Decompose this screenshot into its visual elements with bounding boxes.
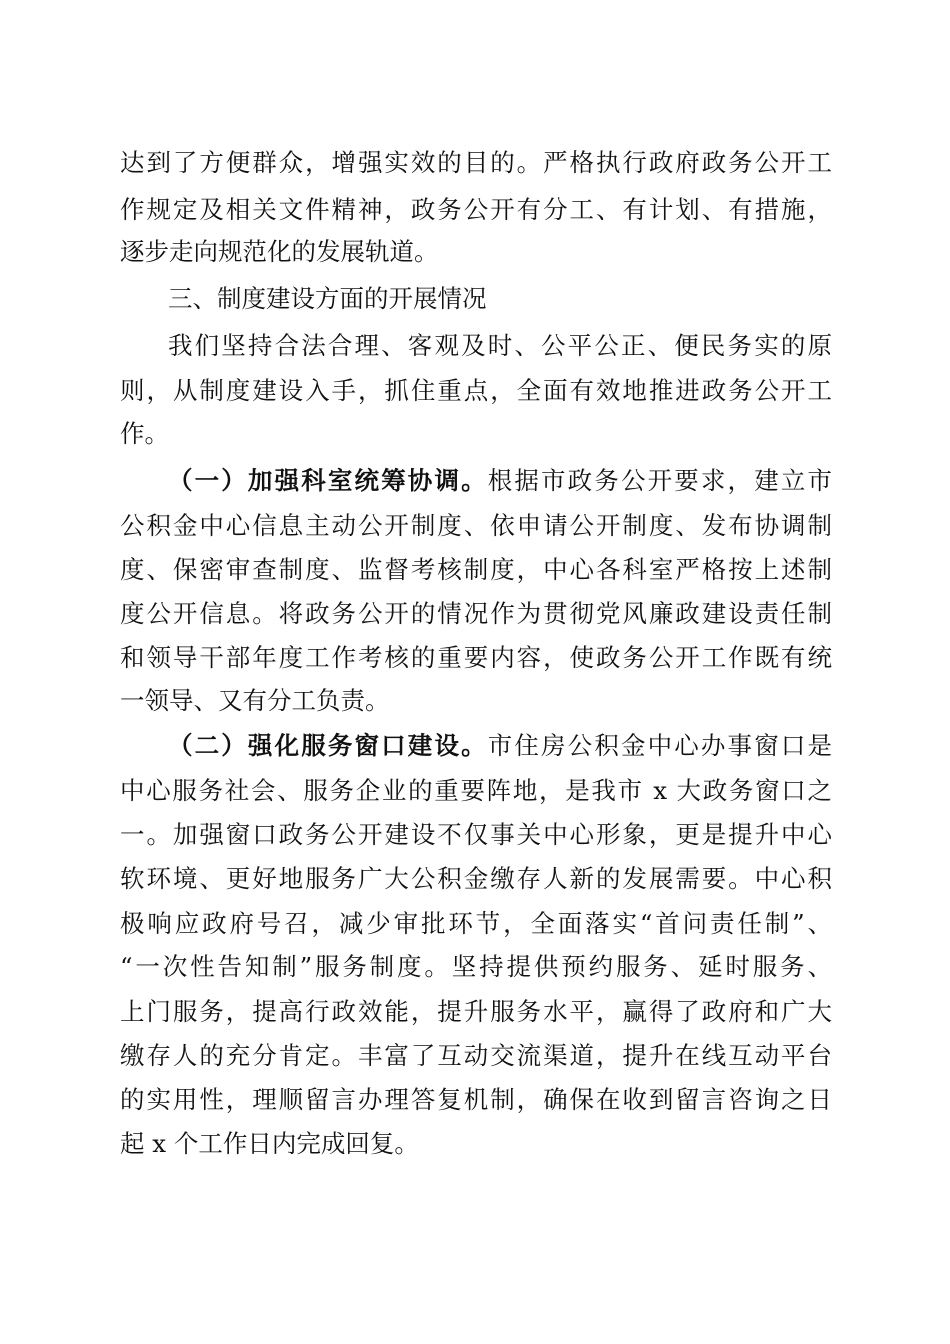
paragraph-4-line-2: 中心服务社会、服务企业的重要阵地，是我市 x 大政务窗口之 <box>120 776 832 805</box>
paragraph-4-line-6: “一次性告知制”服务制度。坚持提供预约服务、延时服务、 <box>120 952 832 981</box>
paragraph-4-line-1 <box>168 731 832 761</box>
paragraph-4-line-8: 缴存人的充分肯定。丰富了互动交流渠道，提升在线互动平台 <box>120 1041 832 1070</box>
paragraph-3-line-1-text: 根据市政务公开要求，建立市 <box>487 466 832 495</box>
paragraph-3-line-3: 度、保密审查制度、监督考核制度，中心各科室严格按上述制 <box>120 555 832 584</box>
paragraph-2-line-2: 则，从制度建设入手，抓住重点，全面有效地推进政务公开工 <box>120 376 832 405</box>
paragraph-4-line-9: 的实用性，理顺留言办理答复机制，确保在收到留言咨询之日 <box>120 1085 832 1114</box>
paragraph-4-line-3: 一。加强窗口政务公开建设不仅事关中心形象，更是提升中心 <box>120 820 832 849</box>
paragraph-2-line-3: 作。 <box>120 419 169 448</box>
paragraph-4-line-10: 起 x 个工作日内完成回复。 <box>120 1129 419 1158</box>
paragraph-3-line-4: 度公开信息。将政务公开的情况作为贯彻党风廉政建设责任制 <box>120 599 832 628</box>
paragraph-2-line-1: 我们坚持合法合理、客观及时、公平公正、便民务实的原 <box>168 331 832 360</box>
paragraph-1-line-3: 逐步走向规范化的发展轨道。 <box>120 237 439 266</box>
paragraph-1-line-1: 达到了方便群众，增强实效的目的。严格执行政府政务公开工 <box>120 148 832 177</box>
paragraph-1-line-2: 作规定及相关文件精神，政务公开有分工、有计划、有措施， <box>120 195 832 224</box>
paragraph-3-line-6: 一领导、又有分工负责。 <box>120 686 390 715</box>
subsection-2-heading: （二）强化服务窗口建设。 <box>168 731 488 760</box>
paragraph-4-line-5: 极响应政府号召，减少审批环节，全面落实“首问责任制”、 <box>120 909 832 938</box>
paragraph-4-line-4: 软环境、更好地服务广大公积金缴存人新的发展需要。中心积 <box>120 864 832 893</box>
paragraph-3-line-5: 和领导干部年度工作考核的重要内容，使政务公开工作既有统 <box>120 643 832 672</box>
paragraph-3-line-2: 公积金中心信息主动公开制度、依申请公开制度、发布协调制 <box>120 511 832 540</box>
paragraph-3-line-1 <box>168 466 832 496</box>
paragraph-4-line-1-text: 市住房公积金中心办事窗口是 <box>487 731 832 760</box>
subsection-1-heading: （一）加强科室统筹协调。 <box>168 466 488 495</box>
paragraph-4-line-7: 上门服务，提高行政效能，提升服务水平，赢得了政府和广大 <box>120 997 832 1026</box>
section-heading: 三、制度建设方面的开展情况 <box>168 284 487 313</box>
